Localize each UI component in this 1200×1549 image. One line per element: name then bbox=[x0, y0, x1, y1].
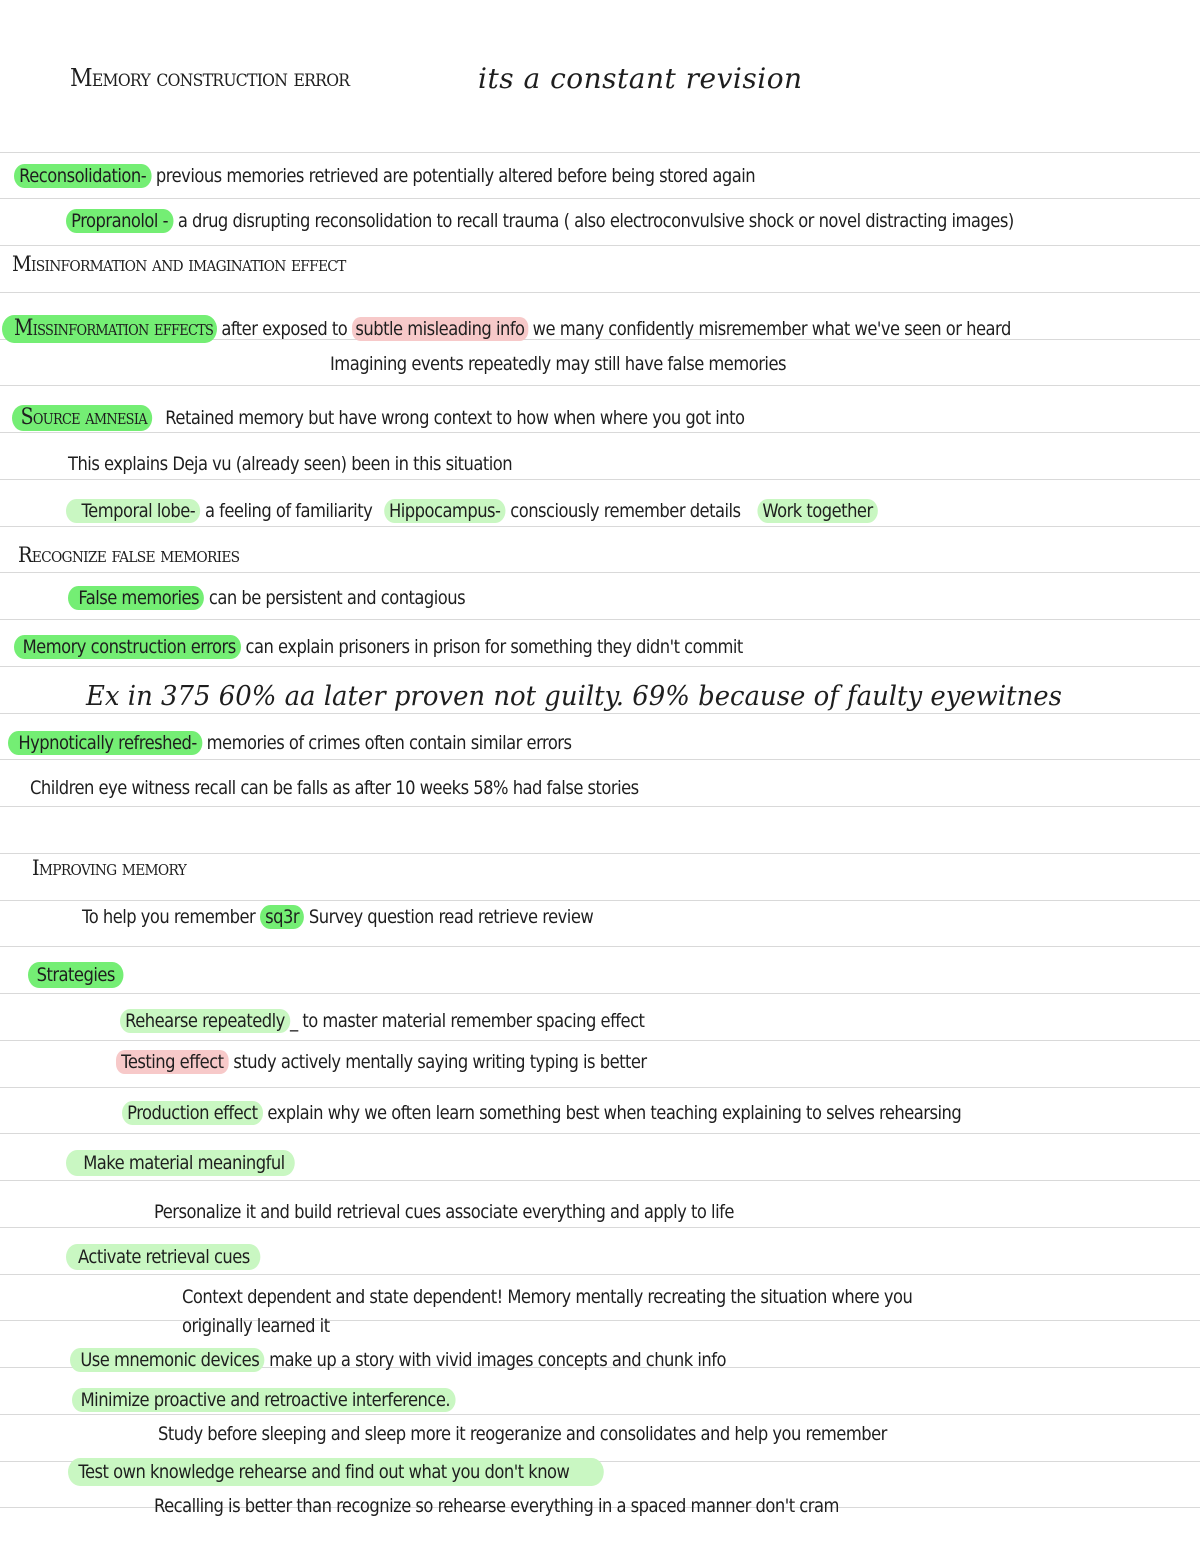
note-line bbox=[12, 405, 745, 431]
note-line: originally learned it bbox=[182, 1315, 330, 1337]
note-text: after exposed to bbox=[216, 318, 352, 340]
note-line bbox=[82, 905, 593, 929]
highlighted-term: Make material meaningful bbox=[66, 1150, 295, 1176]
highlighted-term: Strategies bbox=[28, 962, 124, 988]
highlighted-term: Hypnotically refreshed- bbox=[8, 731, 202, 755]
note-line bbox=[14, 164, 755, 188]
note-line: This explains Deja vu (already seen) been in this situation bbox=[68, 453, 513, 475]
section-heading: Recognize false memories bbox=[18, 543, 240, 567]
handwritten-note: Ex in 375 60% aa later proven not guilty. 69% because of faulty eyewitnes bbox=[86, 681, 1062, 712]
note-line: Study before sleeping and sleep more it reogeranize and consolidates and help you remember bbox=[158, 1423, 887, 1445]
highlighted-term: Temporal lobe- bbox=[66, 499, 200, 523]
note-text: can be persistent and contagious bbox=[204, 587, 466, 609]
note-line bbox=[66, 499, 878, 523]
highlighted-term: Minimize proactive and retroactive interference. bbox=[72, 1388, 455, 1412]
note-line bbox=[72, 1388, 455, 1412]
highlighted-term: Test own knowledge rehearse and find out what you don't know bbox=[68, 1458, 604, 1486]
note-line bbox=[68, 1460, 604, 1484]
note-text: _ to master material remember spacing effect bbox=[289, 1010, 645, 1032]
note-text: Survey question read retrieve review bbox=[304, 906, 594, 928]
note-text: study actively mentally saying writing typing is better bbox=[228, 1051, 647, 1073]
highlighted-term: Testing effect bbox=[116, 1050, 229, 1074]
highlighted-term: Activate retrieval cues bbox=[66, 1244, 260, 1270]
note-line: Context dependent and state dependent! Memory mentally recreating the situation where you bbox=[182, 1286, 913, 1308]
highlighted-term: sq3r bbox=[260, 905, 304, 929]
highlighted-term: Use mnemonic devices bbox=[70, 1348, 264, 1372]
note-line bbox=[116, 1050, 647, 1074]
section-heading: Misinformation and imagination effect bbox=[12, 252, 346, 276]
note-text: a feeling of familiarity bbox=[200, 500, 373, 522]
note-text: can explain prisoners in prison for something they didn't commit bbox=[240, 636, 743, 658]
note-text: a drug disrupting reconsolidation to recall trauma ( also electroconvulsive shock or novel distracting images) bbox=[173, 210, 1014, 232]
highlighted-term: Source amnesia bbox=[12, 405, 152, 431]
title-annotation: its a constant revision bbox=[478, 62, 803, 95]
note-text: consciously remember details bbox=[505, 500, 741, 522]
note-line bbox=[28, 963, 124, 987]
note-line bbox=[70, 1348, 726, 1372]
note-line bbox=[68, 586, 465, 610]
note-line bbox=[66, 209, 1014, 233]
highlighted-term: Reconsolidation- bbox=[14, 164, 151, 188]
note-line bbox=[66, 1245, 260, 1269]
note-line: Personalize it and build retrieval cues associate everything and apply to life bbox=[154, 1201, 734, 1223]
note-line bbox=[66, 1151, 295, 1175]
note-line bbox=[8, 731, 572, 755]
highlighted-term: Memory construction errors bbox=[14, 635, 241, 659]
highlighted-phrase: subtle misleading info bbox=[352, 317, 528, 341]
note-text: memories of crimes often contain similar errors bbox=[201, 732, 572, 754]
note-text: explain why we often learn something best when teaching explaining to selves rehearsing bbox=[262, 1102, 962, 1124]
section-heading: Improving memory bbox=[32, 856, 187, 880]
highlighted-term: Missinformation effects bbox=[2, 315, 217, 343]
note-line: Children eye witness recall can be falls as after 10 weeks 58% had false stories bbox=[30, 777, 639, 799]
note-text: we many confidently misremember what we've seen or heard bbox=[527, 318, 1011, 340]
highlighted-term: Production effect bbox=[122, 1101, 263, 1125]
note-line: Imagining events repeatedly may still have false memories bbox=[330, 353, 786, 375]
note-line: Recalling is better than recognize so rehearse everything in a spaced manner don't cram bbox=[154, 1495, 839, 1517]
note-text: previous memories retrieved are potentially altered before being stored again bbox=[151, 165, 756, 187]
highlighted-term: False memories bbox=[68, 586, 204, 610]
highlighted-term: Work together bbox=[757, 499, 878, 523]
page-title: Memory construction error bbox=[70, 64, 350, 92]
highlighted-term: Hippocampus- bbox=[384, 499, 506, 523]
note-text: make up a story with vivid images concepts and chunk info bbox=[264, 1349, 726, 1371]
note-text: To help you remember bbox=[82, 906, 260, 928]
note-line bbox=[120, 1009, 644, 1033]
note-text: Retained memory but have wrong context to how when where you got into bbox=[160, 407, 745, 429]
note-line bbox=[122, 1101, 961, 1125]
highlighted-term: Rehearse repeatedly bbox=[120, 1009, 290, 1033]
highlighted-term: Propranolol - bbox=[66, 209, 173, 233]
note-line bbox=[14, 635, 743, 659]
note-line bbox=[2, 315, 1011, 343]
